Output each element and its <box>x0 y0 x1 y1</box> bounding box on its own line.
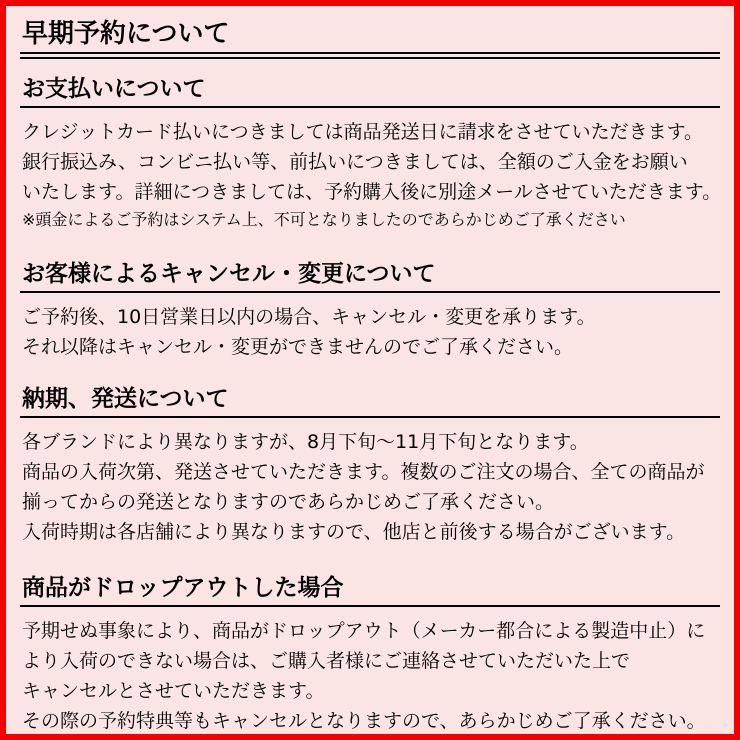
section-dropout-body <box>20 616 720 736</box>
section-cancel-change <box>20 259 720 362</box>
body-line: いたします。詳細につきましては、予約購入後に別途メールさせていただきます。 <box>22 181 722 203</box>
section-delivery <box>20 384 720 547</box>
payment-note: ※頭金によるご予約はシステム上、不可となりましたのであらかじめご了承ください <box>22 210 626 229</box>
section-payment-body <box>20 117 720 233</box>
body-line: 各ブランドにより異なりますが、8月下旬～11月下旬となります。 <box>22 431 589 453</box>
section-dropout-heading: 商品がドロップアウトした場合 <box>20 573 720 607</box>
section-payment <box>20 74 720 233</box>
body-line: キャンセルとさせていただきます。 <box>22 680 325 702</box>
body-line: より入荷のできない場合は、ご購入者様にご連絡させていただいた上で <box>22 650 631 672</box>
body-line: 銀行振込み、コンビニ払い等、前払いにつきましては、全額のご入金をお願い <box>22 151 688 173</box>
section-cancel-heading: お客様によるキャンセル・変更について <box>20 259 720 293</box>
body-line: 入荷時期は各店舗により異なりますので、他店と前後する場合がございます。 <box>22 521 686 543</box>
body-line: クレジットカード払いにつきましては商品発送日に請求をさせていただきます。 <box>22 121 704 143</box>
section-payment-heading: お支払いについて <box>20 74 720 108</box>
page-title: 早期予約について <box>22 19 230 49</box>
body-line: その際の予約特典等もキャンセルとなりますので、あらかじめご了承ください。 <box>22 710 706 732</box>
title-double-underline <box>20 52 720 59</box>
body-line: 予期せぬ事象により、商品がドロップアウト（メーカー都合による製造中止）に <box>22 620 706 642</box>
body-line: 商品の入荷次第、発送させていただきます。複数のご注文の場合、全ての商品が <box>22 461 705 483</box>
section-delivery-body <box>20 427 720 547</box>
body-line: ご予約後、10日営業日以内の場合、キャンセル・変更を承ります。 <box>22 306 596 328</box>
section-dropout <box>20 573 720 736</box>
body-line: それ以降はキャンセル・変更ができませんのでご了承ください。 <box>22 336 574 358</box>
section-cancel-body <box>20 302 720 362</box>
body-line: 揃ってからの発送となりますのであらかじめご了承ください。 <box>22 491 555 513</box>
section-delivery-heading: 納期、発送について <box>20 384 720 418</box>
